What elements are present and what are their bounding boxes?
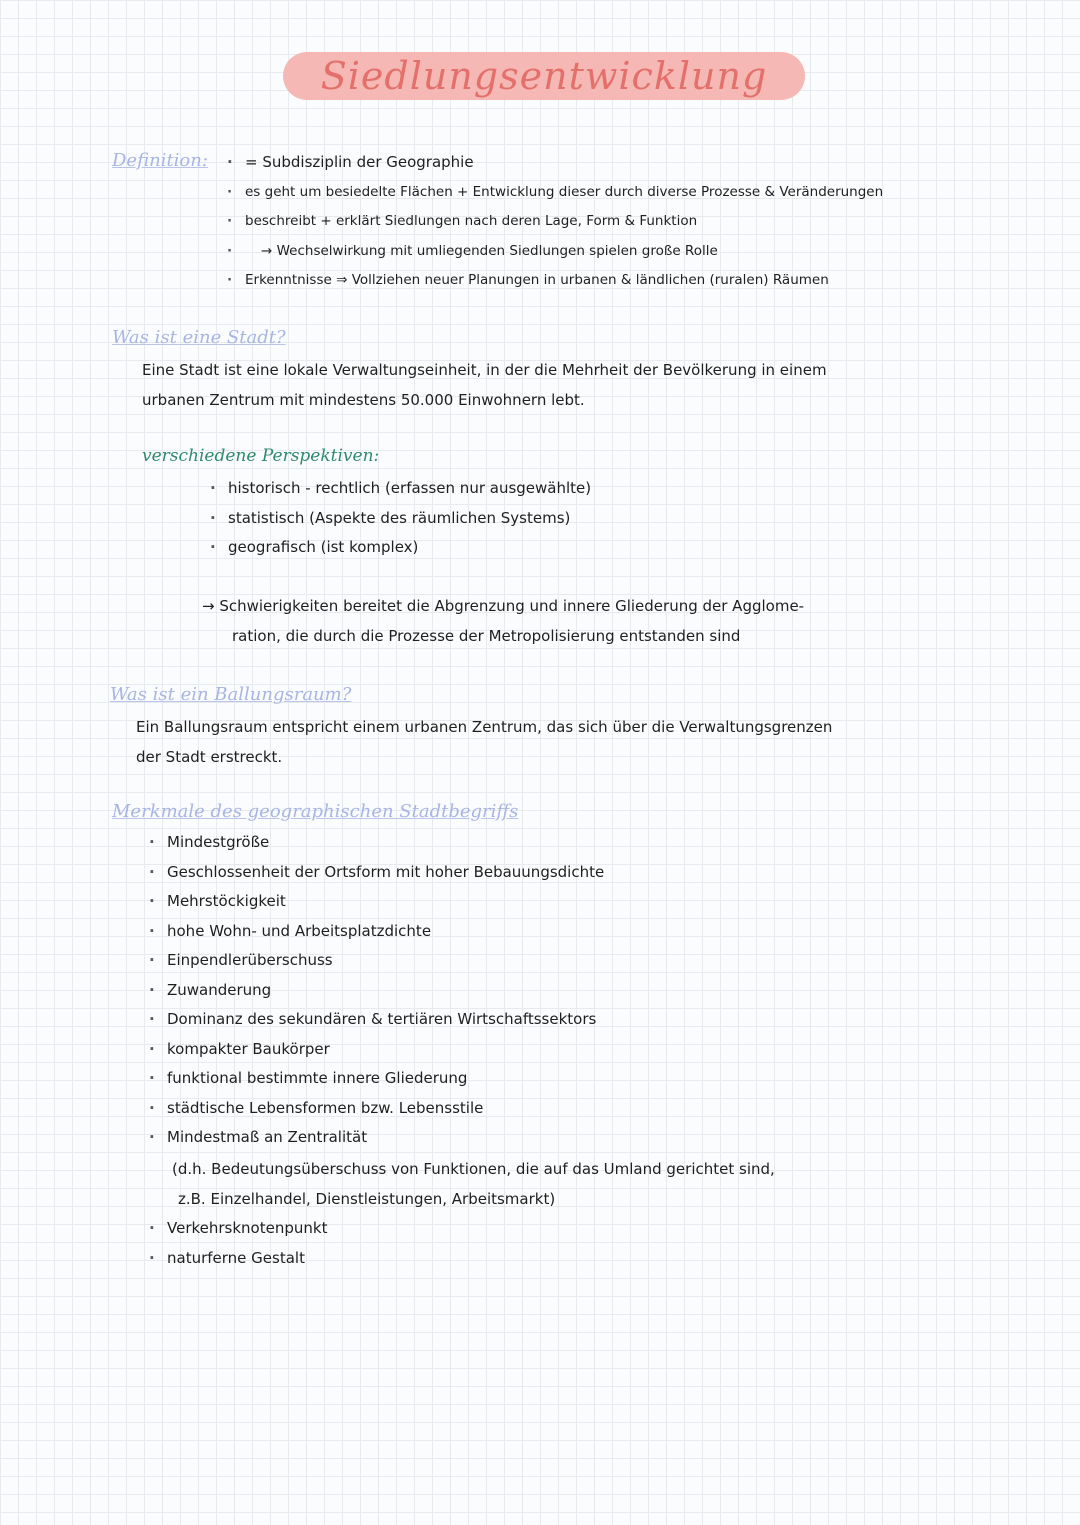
definition-item: · beschreibt + erklärt Siedlungen nach deren Lage, Form & Funktion xyxy=(245,207,883,237)
perspektiven-note-line: → Schwierigkeiten bereitet die Abgrenzung und innere Gliederung der Agglome- xyxy=(202,597,805,615)
ballungsraum-text-line: Ein Ballungsraum entspricht einem urbanen Zentrum, das sich über die Verwaltungsgrenzen xyxy=(136,718,833,736)
ballungsraum-heading: Was ist ein Ballungsraum? xyxy=(110,684,352,705)
stadt-text xyxy=(142,356,827,415)
merkmal-item: · Mehrstöckigkeit xyxy=(167,887,604,917)
merkmal-item: · hohe Wohn- und Arbeitsplatzdichte xyxy=(167,917,604,947)
merkmal-item: · Zuwanderung xyxy=(167,976,604,1006)
ballungsraum-text-line: der Stadt erstreckt. xyxy=(136,747,283,766)
definition-label: Definition: xyxy=(112,150,208,171)
merkmal-item: · naturferne Gestalt xyxy=(167,1244,327,1274)
merkmal-item: · Einpendlerüberschuss xyxy=(167,946,604,976)
zentralitaet-note-line: (d.h. Bedeutungsüberschuss von Funktionen, die auf das Umland gerichtet sind, xyxy=(172,1160,775,1178)
merkmal-item: · städtische Lebensformen bzw. Lebensstile xyxy=(167,1094,604,1124)
perspektiven-heading: verschiedene Perspektiven: xyxy=(142,446,380,466)
title-highlight xyxy=(283,52,805,100)
definition-item: · es geht um besiedelte Flächen + Entwicklung dieser durch diverse Prozesse & Veränderungen xyxy=(245,178,883,208)
perspektive-item: · geografisch (ist komplex) xyxy=(228,533,591,563)
perspektiven-note xyxy=(202,592,804,651)
stadt-heading: Was ist eine Stadt? xyxy=(112,327,286,348)
merkmal-item: · Verkehrsknotenpunkt xyxy=(167,1214,327,1244)
definition-item: · = Subdisziplin der Geographie xyxy=(245,148,883,178)
definition-subitem: · → Wechselwirkung mit umliegenden Siedlungen spielen große Rolle xyxy=(245,237,883,267)
stadt-text-line: urbanen Zentrum mit mindestens 50.000 Einwohnern lebt. xyxy=(142,390,585,409)
merkmale-list xyxy=(167,828,604,1153)
zentralitaet-note xyxy=(172,1155,775,1214)
stadt-text-line: Eine Stadt ist eine lokale Verwaltungseinheit, in der die Mehrheit der Bevölkerung in einem xyxy=(142,361,827,379)
merkmale-list-continued xyxy=(167,1214,327,1273)
perspektiven-list xyxy=(228,474,591,563)
merkmal-item: · funktional bestimmte innere Gliederung xyxy=(167,1064,604,1094)
merkmal-item: · Geschlossenheit der Ortsform mit hoher Bebauungsdichte xyxy=(167,858,604,888)
definition-list xyxy=(245,148,883,296)
perspektive-item: · statistisch (Aspekte des räumlichen Systems) xyxy=(228,504,591,534)
page-title: Siedlungsentwicklung xyxy=(320,54,768,98)
ballungsraum-text xyxy=(136,713,832,772)
merkmal-item: · Mindestgröße xyxy=(167,828,604,858)
perspektiven-note-line: ration, die durch die Prozesse der Metropolisierung entstanden sind xyxy=(232,626,741,645)
merkmale-heading: Merkmale des geographischen Stadtbegriffs xyxy=(112,801,519,822)
merkmal-item: · Mindestmaß an Zentralität xyxy=(167,1123,604,1153)
merkmal-item: · Dominanz des sekundären & tertiären Wirtschaftssektors xyxy=(167,1005,604,1035)
merkmal-item: · kompakter Baukörper xyxy=(167,1035,604,1065)
perspektive-item: · historisch - rechtlich (erfassen nur ausgewählte) xyxy=(228,474,591,504)
definition-item: · Erkenntnisse ⇒ Vollziehen neuer Planungen in urbanen & ländlichen (ruralen) Räumen xyxy=(245,266,883,296)
zentralitaet-note-line: z.B. Einzelhandel, Dienstleistungen, Arbeitsmarkt) xyxy=(178,1189,556,1208)
